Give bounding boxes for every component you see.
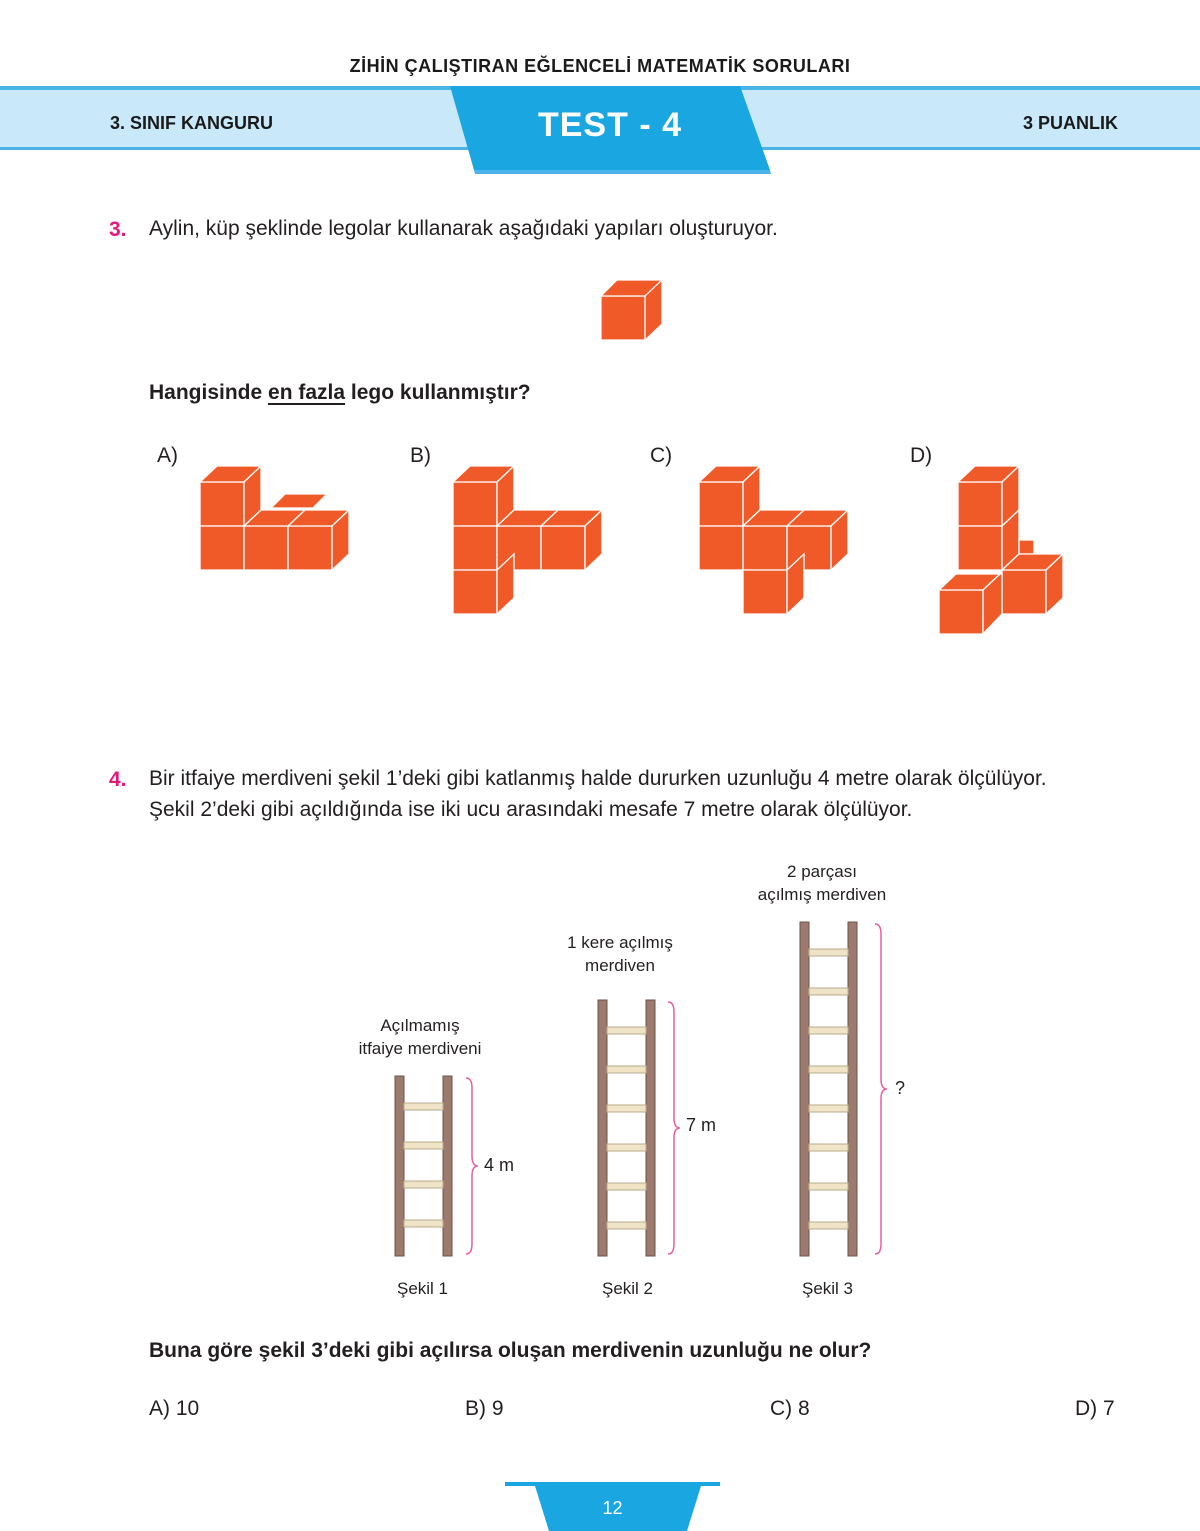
figure-1-label: Şekil 1 bbox=[396, 1279, 449, 1298]
figure-2-caption: 1 kere açılmış merdiven bbox=[567, 933, 673, 975]
answer-c[interactable]: C) 8 bbox=[770, 1397, 810, 1420]
option-b-figure[interactable] bbox=[448, 460, 613, 620]
option-c-figure[interactable] bbox=[694, 460, 859, 620]
figure-1-caption: Açılmamış itfaiye merdiveni bbox=[358, 1016, 482, 1058]
figure-3-measure: ? bbox=[895, 1078, 906, 1098]
option-b-label[interactable]: B) bbox=[410, 444, 431, 467]
option-c-label[interactable]: C) bbox=[650, 444, 673, 467]
question-4-line-2: Şekil 2’deki gibi açıldığında ise iki ucu arasındaki mesafe 7 metre olarak ölçülüyor. bbox=[149, 798, 913, 821]
cube bbox=[601, 280, 662, 340]
figure-2-measure: 7 m bbox=[686, 1115, 717, 1135]
ladder-figure-1 bbox=[392, 1074, 458, 1259]
figure-3-label: Şekil 3 bbox=[801, 1279, 854, 1298]
points-label: 3 PUANLIK bbox=[1022, 113, 1118, 133]
question-3-text: Aylin, küp şeklinde legolar kullanarak aşağıdaki yapıları oluşturuyor. bbox=[149, 217, 778, 240]
option-d-figure[interactable] bbox=[934, 460, 1074, 640]
answer-a[interactable]: A) 10 bbox=[149, 1397, 200, 1420]
emphasis-en-fazla: en fazla bbox=[268, 381, 346, 404]
answer-d[interactable]: D) 7 bbox=[1075, 1397, 1115, 1420]
option-d-label[interactable]: D) bbox=[910, 444, 933, 467]
brace-figure-1 bbox=[464, 1076, 480, 1256]
figure-3-caption: 2 parçası açılmış merdiven bbox=[757, 862, 887, 904]
figure-1-measure: 4 m bbox=[484, 1155, 515, 1175]
ladder-figure-3 bbox=[797, 920, 863, 1259]
brace-figure-3 bbox=[873, 922, 889, 1256]
ladder-figure-2 bbox=[595, 998, 661, 1259]
figure-2-label: Şekil 2 bbox=[601, 1279, 654, 1298]
answer-b[interactable]: B) 9 bbox=[465, 1397, 504, 1420]
single-cube-figure bbox=[598, 278, 668, 342]
grade-label: 3. SINIF KANGURU bbox=[110, 113, 274, 133]
brace-figure-2 bbox=[666, 1000, 682, 1256]
page-number: 12 bbox=[602, 1498, 623, 1518]
option-a-label[interactable]: A) bbox=[157, 444, 178, 467]
question-3-prompt: Hangisinde en fazla lego kullanmıştır? bbox=[149, 381, 531, 404]
question-3-number: 3. bbox=[109, 218, 127, 241]
page-header-title: ZİHİN ÇALIŞTIRAN EĞLENCELİ MATEMATİK SORULARI bbox=[349, 56, 851, 76]
test-title: TEST - 4 bbox=[537, 106, 683, 144]
option-a-figure[interactable] bbox=[195, 460, 360, 580]
question-4-prompt: Buna göre şekil 3’deki gibi açılırsa oluşan merdivenin uzunluğu ne olur? bbox=[149, 1339, 872, 1362]
question-4-line-1: Bir itfaiye merdiveni şekil 1’deki gibi katlanmış halde dururken uzunluğu 4 metre olarak ölçülüyor. bbox=[149, 767, 1047, 790]
question-4-number: 4. bbox=[109, 768, 127, 791]
